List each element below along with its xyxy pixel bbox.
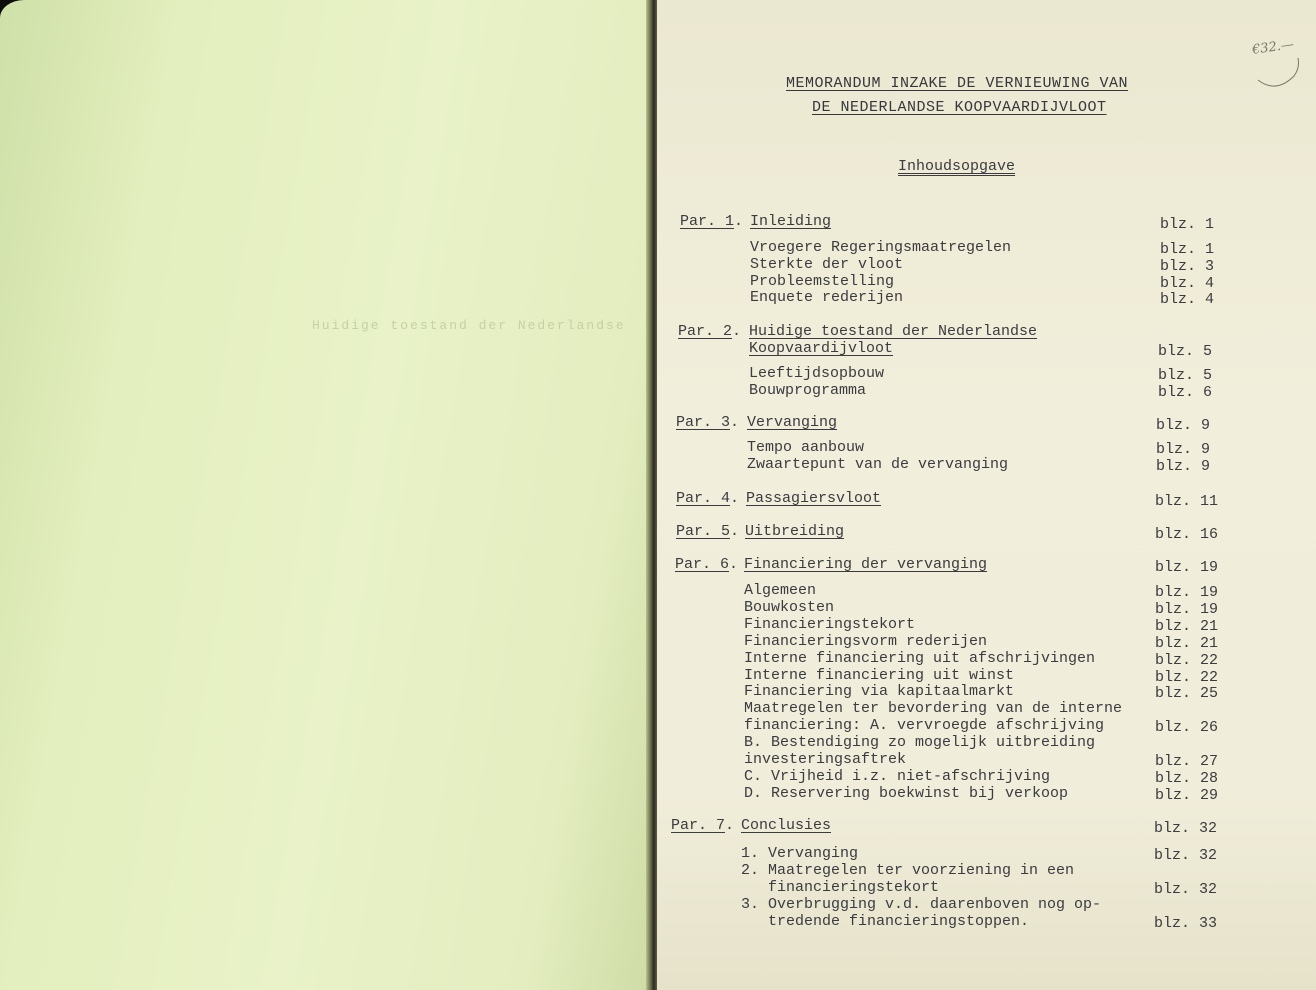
toc-item-page-ref: blz. 22 <box>1155 669 1219 686</box>
section-title: Huidige toestand der Nederlandse <box>749 323 1038 340</box>
toc-item: Zwaartepunt van de vervanging <box>747 456 1009 473</box>
section-title: Koopvaardijvloot <box>749 340 894 357</box>
toc-item: 3. Overbrugging v.d. daarenboven nog op- <box>741 896 1102 913</box>
toc-item: Bouwkosten <box>744 599 835 616</box>
toc-item: Enquete rederijen <box>750 289 904 306</box>
contents-heading: Inhoudsopgave <box>898 158 1016 175</box>
toc-item: Sterkte der vloot <box>750 256 904 273</box>
toc-item: Maatregelen ter bevordering van de interne <box>744 700 1123 717</box>
toc-item: Tempo aanbouw <box>747 439 865 456</box>
section-number: Par. 6. <box>675 556 739 573</box>
toc-item-page-ref: blz. 29 <box>1155 787 1219 804</box>
section-number: Par. 7. <box>671 817 735 834</box>
toc-item: Vroegere Regeringsmaatregelen <box>750 239 1012 256</box>
toc-item: Interne financiering uit winst <box>744 667 1015 684</box>
section-title: Conclusies <box>741 817 832 834</box>
toc-item: D. Reservering boekwinst bij verkoop <box>744 785 1069 802</box>
toc-item: Financieringsvorm rederijen <box>744 633 988 650</box>
toc-item-page-ref: blz. 22 <box>1155 652 1219 669</box>
toc-item: C. Vrijheid i.z. niet-afschrijving <box>744 768 1051 785</box>
toc-item: financieringstekort <box>741 879 940 896</box>
toc-item: Algemeen <box>744 582 817 599</box>
section-number: Par. 2. <box>678 323 742 340</box>
section-par-label: Par. 5 <box>676 523 731 540</box>
toc-item: Probleemstelling <box>750 273 895 290</box>
toc-item-page-ref: blz. 21 <box>1155 635 1219 652</box>
section-title: Vervanging <box>747 414 838 431</box>
toc-item-page-ref: blz. 21 <box>1155 618 1219 635</box>
memo-title-line-1: MEMORANDUM INZAKE DE VERNIEUWING VAN <box>786 75 1129 92</box>
toc-item-page-ref: blz. 32 <box>1154 881 1218 898</box>
toc-item-page-ref: blz. 4 <box>1160 275 1215 292</box>
toc-item: 1. Vervanging <box>741 845 859 862</box>
toc-item: Leeftijdsopbouw <box>749 365 885 382</box>
section-number: Par. 5. <box>676 523 740 540</box>
toc-item: tredende financieringstoppen. <box>741 913 1030 930</box>
section-par-label: Par. 6 <box>675 556 730 573</box>
toc-item-page-ref: blz. 9 <box>1156 458 1211 475</box>
show-through-text: Huidige toestand der Nederlandse <box>312 318 626 333</box>
toc-item: Bouwprogramma <box>749 382 867 399</box>
section-number: Par. 3. <box>676 414 740 431</box>
toc-item-page-ref: blz. 6 <box>1158 384 1213 401</box>
memo-title-line-2: DE NEDERLANDSE KOOPVAARDIJVLOOT <box>812 99 1107 116</box>
section-page-ref: blz. 1 <box>1160 216 1215 233</box>
section-page-ref: blz. 32 <box>1154 820 1218 837</box>
section-page-ref: blz. 9 <box>1156 417 1211 434</box>
toc-item-page-ref: blz. 4 <box>1160 291 1215 308</box>
toc-item: Financieringstekort <box>744 616 916 633</box>
toc-item-page-ref: blz. 5 <box>1158 367 1213 384</box>
toc-item-page-ref: blz. 9 <box>1156 441 1211 458</box>
section-title: Inleiding <box>750 213 832 230</box>
section-number: Par. 1. <box>680 213 744 230</box>
toc-item-page-ref: blz. 3 <box>1160 258 1215 275</box>
section-par-label: Par. 3 <box>676 414 731 431</box>
section-number: Par. 4. <box>676 490 740 507</box>
section-page-ref: blz. 16 <box>1155 526 1219 543</box>
toc-item: Interne financiering uit afschrijvingen <box>744 650 1096 667</box>
toc-item-page-ref: blz. 1 <box>1160 241 1215 258</box>
toc-item: 2. Maatregelen ter voorziening in een <box>741 862 1075 879</box>
toc-item-page-ref: blz. 19 <box>1155 584 1219 601</box>
toc-item: investeringsaftrek <box>744 751 907 768</box>
pencil-annotation: €32.— <box>1251 37 1295 58</box>
section-par-label: Par. 4 <box>676 490 731 507</box>
section-page-ref: blz. 5 <box>1158 343 1213 360</box>
section-title: Financiering der vervanging <box>744 556 988 573</box>
toc-item-page-ref: blz. 25 <box>1155 685 1219 702</box>
toc-item-page-ref: blz. 26 <box>1155 719 1219 736</box>
toc-item: B. Bestendiging zo mogelijk uitbreiding <box>744 734 1096 751</box>
section-title: Passagiersvloot <box>746 490 882 507</box>
toc-item-page-ref: blz. 27 <box>1155 753 1219 770</box>
section-par-label: Par. 7 <box>671 817 726 834</box>
section-page-ref: blz. 11 <box>1155 493 1219 510</box>
toc-item: Financiering via kapitaalmarkt <box>744 683 1015 700</box>
section-page-ref: blz. 19 <box>1155 559 1219 576</box>
section-par-label: Par. 1 <box>680 213 735 230</box>
toc-item: financiering: A. vervroegde afschrijving <box>744 717 1105 734</box>
toc-item-page-ref: blz. 32 <box>1154 847 1218 864</box>
section-par-label: Par. 2 <box>678 323 733 340</box>
toc-item-page-ref: blz. 33 <box>1154 915 1218 932</box>
toc-item-page-ref: blz. 28 <box>1155 770 1219 787</box>
toc-item-page-ref: blz. 19 <box>1155 601 1219 618</box>
section-title: Uitbreiding <box>745 523 845 540</box>
